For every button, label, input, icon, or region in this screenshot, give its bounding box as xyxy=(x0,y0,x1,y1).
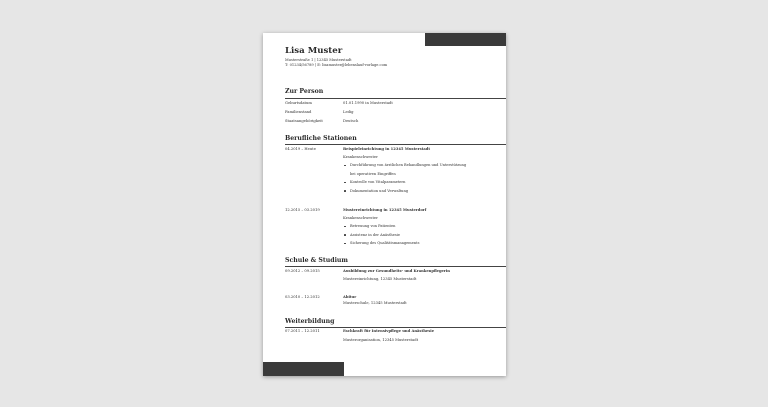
bullet-item-continuation: bei operativen Eingriffen xyxy=(350,171,396,176)
row-label: Geburtsdatum xyxy=(285,101,312,105)
entry-place: Mustereinrichtung, 12345 Musterstadt xyxy=(343,277,417,281)
row-value: Ledig xyxy=(343,110,354,114)
entry-title: Fachkraft für Intensivpflege und Anästhesie xyxy=(343,329,435,333)
entry-title: Abitur xyxy=(343,295,357,299)
section-rule xyxy=(285,98,506,99)
section-title-career: Berufliche Stationen xyxy=(285,135,357,142)
career-bullets xyxy=(343,222,419,248)
entry-role: Krankenschwester xyxy=(343,155,378,159)
entry-date: 09.2012 – 09.2015 xyxy=(285,269,320,273)
entry-employer: Mustereinrichtung in 12345 Musterdorf xyxy=(343,208,427,212)
bullet-item: Kontrolle von Vitalparametern xyxy=(343,178,466,187)
row-value: 01.01.1990 in Musterstadt xyxy=(343,101,393,105)
bullet-item: Durchführung von ärztlichen Behandlungen und Unterstützung xyxy=(343,161,466,170)
entry-place: Musterorganisation, 12345 Musterstadt xyxy=(343,338,419,342)
section-rule xyxy=(285,266,506,267)
section-rule xyxy=(285,144,506,145)
bullet-item: Betreuung von Patienten xyxy=(343,222,419,231)
cv-phone-email: T: 01234/56789 | E: lisamuster@lebenslauf-vorlage.com xyxy=(285,63,388,67)
row-value: Deutsch xyxy=(343,119,359,123)
cv-contact xyxy=(285,58,387,68)
section-title-education: Schule & Studium xyxy=(285,257,348,264)
career-bullets xyxy=(343,161,466,195)
decorative-bar-bottom xyxy=(263,362,344,376)
section-title-person: Zur Person xyxy=(285,88,324,95)
entry-place: Musterschule, 12345 Musterstadt xyxy=(343,301,407,305)
entry-date: 03.2010 – 12.2012 xyxy=(285,295,320,299)
entry-employer: Beispieleinrichtung in 12345 Musterstadt xyxy=(343,147,431,151)
decorative-bar-top xyxy=(425,33,506,46)
bullet-item: Dokumentation und Verwaltung xyxy=(343,187,466,196)
section-title-training: Weiterbildung xyxy=(285,318,335,325)
bullet-item: Sicherung des Qualitätsmanagements xyxy=(343,239,419,248)
cv-name: Lisa Muster xyxy=(285,46,343,56)
entry-date: 12.2015 – 03.2019 xyxy=(285,208,320,212)
cv-address: Musterstraße 1 | 12345 Musterstadt xyxy=(285,58,352,62)
row-label: Staatsangehörigkeit xyxy=(285,119,323,123)
cv-page xyxy=(263,33,506,376)
entry-title: Ausbildung zur Gesundheits- und Krankenpflegerin xyxy=(343,269,450,273)
section-rule xyxy=(285,327,506,328)
entry-date: 07.2011 – 12.2011 xyxy=(285,329,320,333)
bullet-item: Assistenz in der Anästhesie xyxy=(343,231,419,240)
entry-date: 04.2019 – Heute xyxy=(285,147,316,151)
entry-role: Krankenschwester xyxy=(343,216,378,220)
row-label: Familienstand xyxy=(285,110,312,114)
